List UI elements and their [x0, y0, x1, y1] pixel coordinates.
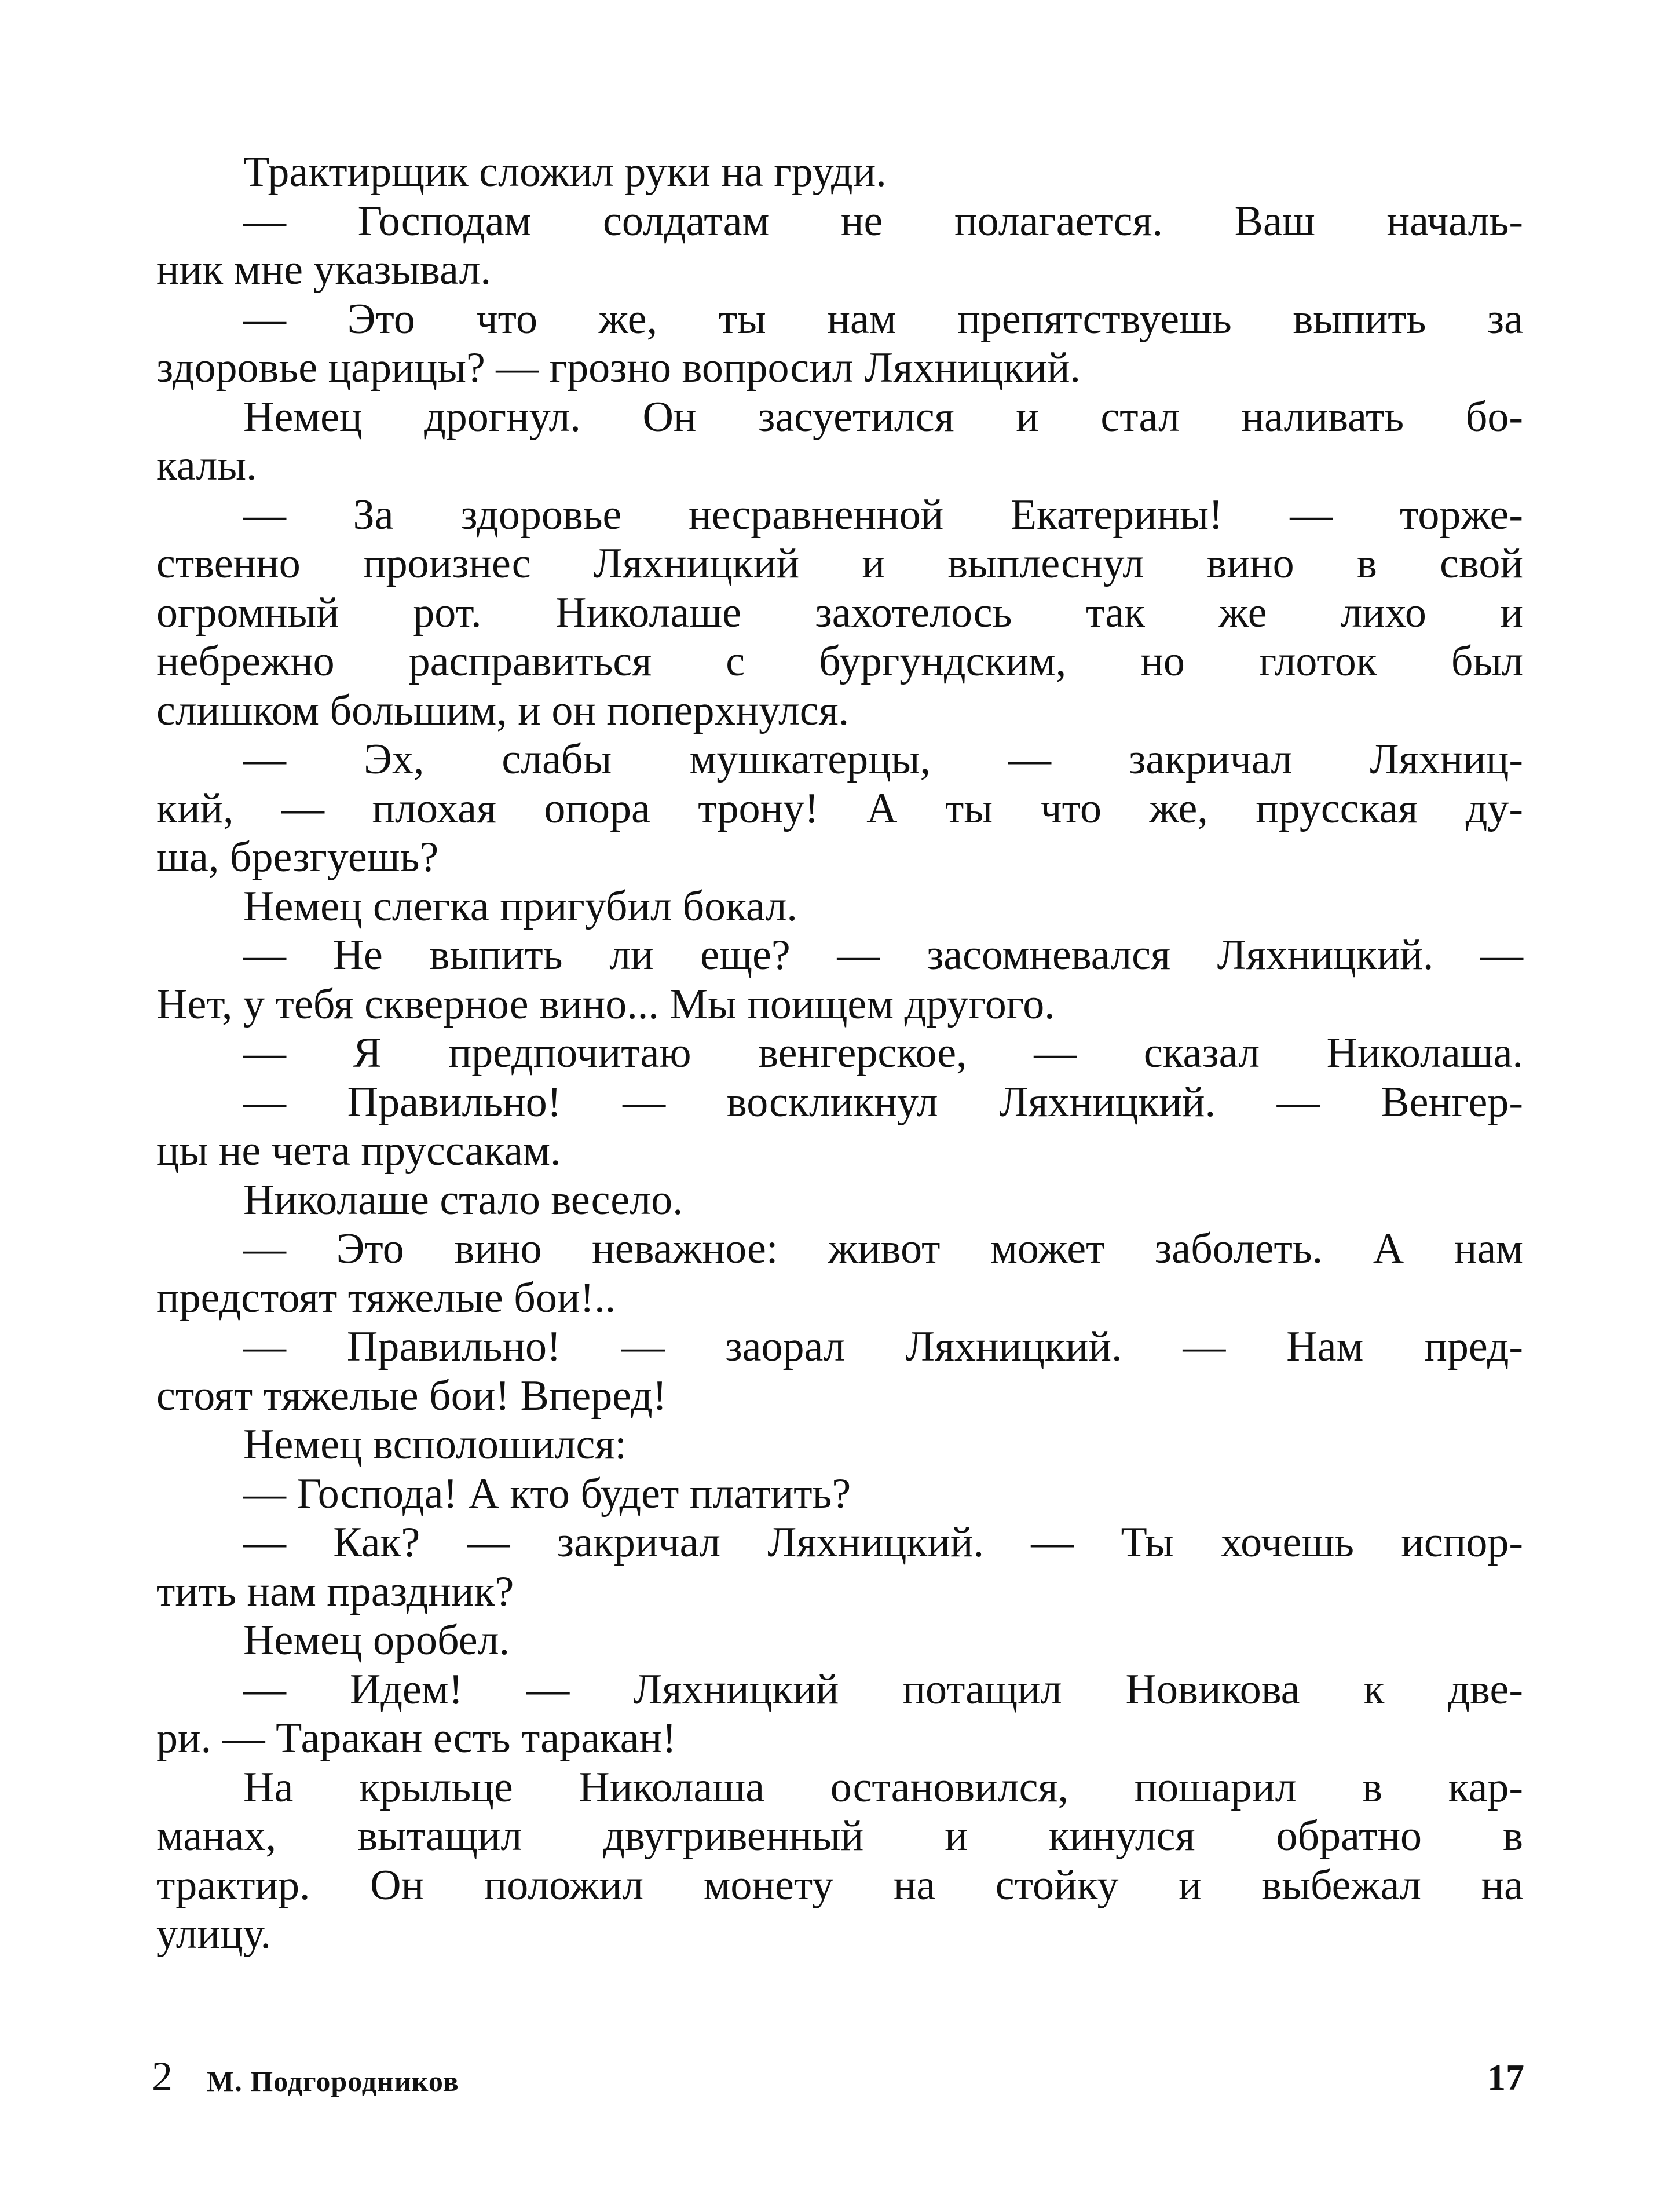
text-line: Николаше стало весело. [243, 1176, 683, 1224]
text-line: — Это вино неважное: живот может заболеть. А нам [243, 1225, 1523, 1273]
text-line: ник мне указывал. [156, 246, 491, 294]
signature-author: М. Подгородников [207, 2065, 459, 2097]
text-line: ри. — Таракан есть таракан! [156, 1714, 676, 1762]
text-line: предстоят тяжелые бои!.. [156, 1274, 616, 1322]
signature-number: 2 [152, 2053, 173, 2100]
text-line: манах, вытащил двугривенный и кинулся обратно в [156, 1812, 1523, 1860]
text-line: стоят тяжелые бои! Вперед! [156, 1372, 667, 1420]
text-line: Немец слегка пригубил бокал. [243, 882, 797, 930]
text-line: калы. [156, 442, 257, 489]
page-number: 17 [1487, 2057, 1524, 2098]
text-line: Немец оробел. [243, 1617, 510, 1664]
text-line: Трактирщик сложил руки на груди. [243, 148, 887, 196]
text-line: кий, — плохая опора трону! А ты что же, прусская ду- [156, 784, 1523, 832]
text-line: ственно произнес Ляхницкий и выплеснул вино в свой [156, 540, 1523, 587]
text-line: слишком большим, и он поперхнулся. [156, 686, 850, 734]
text-line: — За здоровье несравненной Екатерины! — торже- [243, 491, 1523, 539]
text-line: Нет, у тебя скверное вино... Мы поищем другого. [156, 980, 1055, 1028]
text-line: ша, брезгуешь? [156, 833, 439, 881]
text-line: — Идем! — Ляхницкий потащил Новикова к две- [243, 1665, 1523, 1713]
text-line: — Правильно! — воскликнул Ляхницкий. — Венгер- [243, 1078, 1523, 1126]
text-line: Немец дрогнул. Он засуетился и стал наливать бо- [243, 393, 1523, 441]
text-line: тить нам праздник? [156, 1567, 514, 1615]
text-line: небрежно расправиться с бургундским, но глоток был [156, 638, 1523, 685]
text-line: здоровье царицы? — грозно вопросил Ляхницкий. [156, 344, 1081, 392]
text-line: трактир. Он положил монету на стойку и выбежал на [156, 1861, 1523, 1909]
text-line: Немец всполошился: [243, 1421, 627, 1468]
text-line: — Не выпить ли еще? — засомневался Ляхницкий. — [243, 931, 1523, 979]
text-line: — Как? — закричал Ляхницкий. — Ты хочешь испор- [243, 1519, 1523, 1566]
text-line: — Я предпочитаю венгерское, — сказал Николаша. [243, 1029, 1523, 1077]
text-line: — Правильно! — заорал Ляхницкий. — Нам пред- [243, 1323, 1523, 1370]
text-line: На крыльце Николаша остановился, пошарил в кар- [243, 1763, 1523, 1811]
text-line: цы не чета пруссакам. [156, 1127, 561, 1175]
page-footer [152, 2053, 1524, 2105]
text-line: огромный рот. Николаше захотелось так же лихо и [156, 588, 1523, 637]
text-line: — Господам солдатам не полагается. Ваш началь- [243, 197, 1523, 245]
text-line: — Господа! А кто будет платить? [243, 1469, 851, 1518]
body-text [156, 148, 1523, 1959]
text-line: — Эх, слабы мушкатерцы, — закричал Ляхниц- [243, 736, 1523, 783]
text-line: — Это что же, ты нам препятствуешь выпить за [243, 295, 1523, 343]
text-line: улицу. [156, 1910, 271, 1958]
